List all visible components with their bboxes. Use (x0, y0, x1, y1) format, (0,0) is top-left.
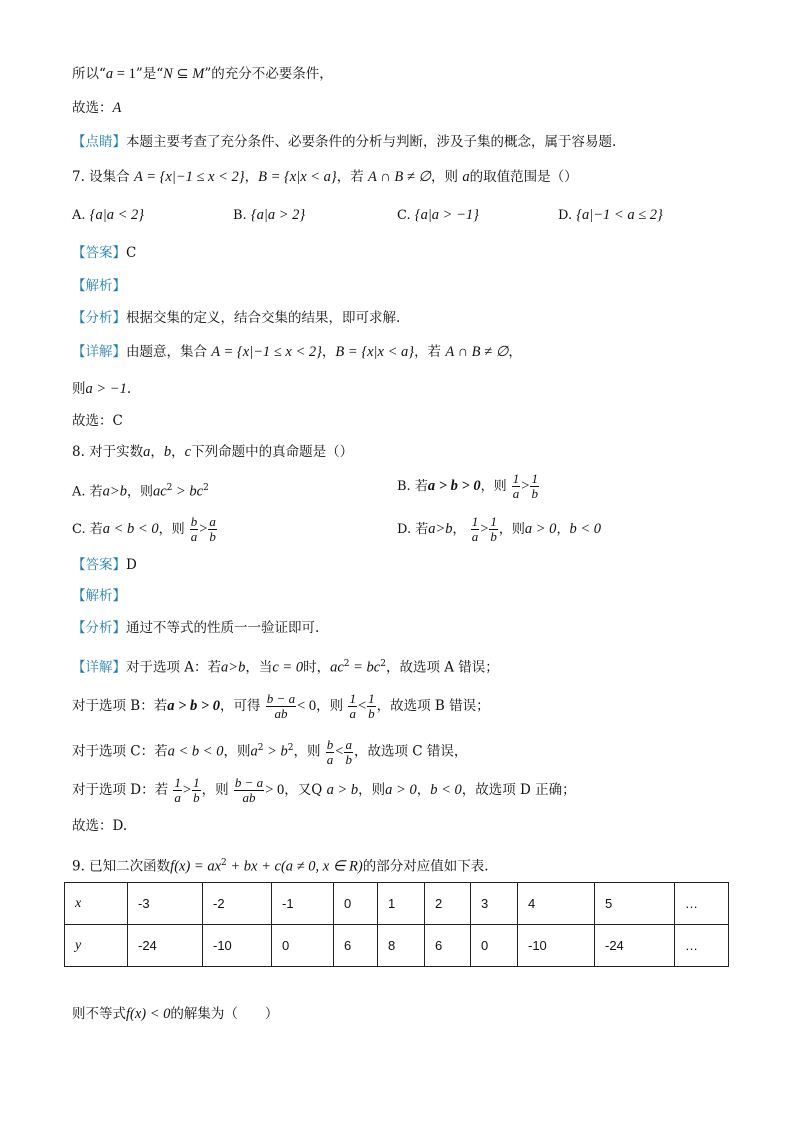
text: ，则 (223, 743, 251, 760)
denominator: b (209, 529, 216, 544)
text: 对于选项 C：若 (72, 743, 168, 760)
table-cell: 0 (272, 925, 334, 967)
superscript: 2 (203, 483, 209, 493)
math: a>b (428, 521, 453, 537)
math: a > 0 (385, 782, 417, 798)
answer-value: D (126, 557, 137, 573)
question-9 (72, 853, 489, 877)
text: 对于选项 A：若 (126, 659, 222, 676)
text: 所以“ (72, 66, 106, 82)
text: ，则 (126, 484, 153, 500)
table-cell: 6 (334, 925, 378, 967)
math: {a|a > −1} (414, 207, 479, 223)
denominator: ab (274, 706, 288, 721)
table-cell: 6 (425, 925, 471, 967)
text: 由题意，集合 (126, 344, 212, 360)
math: > bc (172, 483, 204, 500)
text: 对于选项 D：若 (72, 782, 169, 798)
math: c = 0 (272, 659, 304, 676)
q8-xiangjie-2 (72, 690, 490, 722)
table-row-x (65, 883, 729, 925)
option-label: A. (72, 208, 86, 223)
text-line (72, 64, 333, 84)
math: a < b < 0 (102, 521, 159, 537)
q7-fenxi (72, 308, 400, 328)
math: N (163, 66, 173, 82)
superscript: 2 (221, 858, 227, 868)
math: A ∩ B ≠ ∅ (368, 169, 432, 185)
value-table (64, 882, 729, 967)
math: a (143, 444, 151, 460)
numerator: b − a (234, 775, 264, 790)
math: A (112, 100, 122, 116)
text: ，则 (358, 782, 386, 798)
text: ，若 (414, 344, 446, 360)
q8-option-d: D. 若a>b， $\frac{1}{a}$ > $\frac{1}{b}$ ，则a > 0，b < 0 (397, 514, 601, 544)
table-cell: -2 (203, 883, 272, 925)
fraction (512, 472, 521, 501)
denominator: b (368, 706, 375, 721)
numerator: 1 (512, 471, 520, 486)
numerator: 1 (174, 775, 181, 790)
q8-xiangjie-4 (72, 774, 576, 806)
text: ， (244, 169, 259, 185)
math: < 0 (297, 698, 317, 714)
fraction (173, 776, 182, 805)
math: > 0 (265, 782, 285, 798)
text: . (126, 381, 132, 397)
text: 8. 对于实数 (72, 444, 144, 460)
table-cell: … (675, 925, 729, 967)
numerator: 1 (368, 691, 375, 706)
fraction (234, 776, 264, 805)
fenxi-tag: 【分析】 (72, 620, 126, 636)
text: 时， (303, 659, 331, 676)
text: 的部分对应值如下表. (362, 858, 489, 875)
math: a (105, 66, 114, 82)
table-cell: 5 (595, 883, 675, 925)
table-cell: 8 (378, 925, 425, 967)
fraction (190, 515, 199, 544)
fraction (192, 776, 201, 805)
jiexi-tag: 【解析】 (72, 278, 126, 294)
text-line (72, 379, 131, 399)
q7-xiangjie (72, 342, 522, 362)
q8-option-b: B. 若a > b > 0，则 $\frac{1}{a}$ > $\frac{1}{b}$ (397, 471, 538, 501)
math: a > b (326, 782, 359, 798)
math: c (184, 444, 192, 460)
denominator: b (345, 751, 352, 767)
table-cell: -3 (128, 883, 203, 925)
table-cell: 3 (471, 883, 518, 925)
math: b (163, 444, 172, 460)
text: 故选： (72, 100, 113, 116)
numerator: a (345, 736, 352, 752)
option-label: C. (397, 208, 411, 223)
text: ”是“ (135, 66, 164, 82)
math: b < 0 (569, 521, 601, 537)
math: < (335, 743, 344, 760)
math: B = {x|x < a} (258, 169, 337, 185)
text: 本题主要考查了充分条件、必要条件的分析与判断，涉及子集的概念，属于容易题. (126, 134, 617, 150)
text: ，故选项 C 错误， (353, 743, 468, 760)
table-cell: -10 (518, 925, 595, 967)
math: f(x) < 0 (126, 1006, 171, 1022)
math: {a|−1 < a ≤ 2} (576, 207, 663, 223)
text: ，故选项 B 错误； (376, 698, 490, 714)
text: B. 若 (397, 479, 428, 494)
math: {a|a > 2} (250, 207, 306, 223)
numerator: 1 (349, 691, 356, 706)
math: a (462, 169, 470, 185)
table-cell: 4 (518, 883, 595, 925)
denominator: a (190, 529, 198, 544)
answer-tag: 【答案】 (72, 245, 126, 261)
denominator: a (326, 751, 334, 767)
text: 下列命题中的真命题是（） (191, 444, 354, 460)
text: ， (150, 444, 164, 460)
dianjing-line (72, 132, 616, 152)
text-line (72, 98, 121, 118)
math: A = {x|−1 ≤ x < 2} (133, 169, 245, 185)
math: < (357, 698, 367, 714)
table-cell: 0 (471, 925, 518, 967)
text: 的解集为（ ） (170, 1006, 279, 1022)
math: M (192, 66, 205, 82)
q7-jiexi (72, 276, 126, 296)
denominator: b (193, 790, 200, 805)
jiexi-tag: 【解析】 (72, 588, 126, 604)
denominator: ab (242, 790, 256, 805)
superscript: 2 (166, 483, 173, 493)
text: ，又Q (284, 782, 327, 798)
text: 9. 已知二次函数 (72, 858, 171, 875)
math: + bx + c(a ≠ 0, x ∈ R) (226, 858, 363, 875)
numerator: b − a (266, 691, 296, 706)
text: 的取值范围是（） (469, 169, 578, 185)
xiangjie-tag: 【详解】 (72, 659, 126, 676)
text: ，当 (245, 659, 273, 676)
text: ，则 (316, 698, 344, 714)
text: 7. 设集合 (72, 169, 134, 185)
text: 通过不等式的性质一一验证即可. (126, 620, 320, 636)
numerator: 1 (531, 471, 538, 486)
q8-option-a (72, 478, 209, 502)
math: a > b > 0 (427, 478, 481, 494)
math: a > −1 (85, 381, 127, 397)
superscript: 2 (287, 743, 294, 753)
table-cell: y (65, 925, 128, 967)
denominator: b (531, 486, 538, 501)
text: ，则 (293, 743, 321, 760)
fraction (266, 692, 296, 721)
q7-option-d (558, 205, 663, 226)
superscript: 2 (380, 659, 386, 669)
q7-option-c (397, 205, 479, 226)
math: = 1 (113, 66, 136, 82)
fraction (471, 515, 480, 544)
text: ， (556, 522, 570, 537)
superscript: 2 (257, 743, 264, 753)
option-label: B. (233, 208, 247, 223)
table-cell: -10 (203, 925, 272, 967)
numerator: a (209, 514, 216, 529)
table-row-y (65, 925, 729, 967)
q8-jiexi (72, 586, 126, 606)
numerator: 1 (193, 775, 200, 790)
table-cell: -1 (272, 883, 334, 925)
fenxi-tag: 【分析】 (72, 310, 126, 326)
text: 故选：C (72, 413, 123, 429)
q7-answer (72, 243, 136, 263)
option-label: D. (558, 208, 573, 223)
superscript: 2 (343, 659, 350, 669)
numerator: b (190, 514, 198, 529)
math: > b (263, 743, 288, 760)
text: 根据交集的定义，结合交集的结果，即可求解. (126, 310, 401, 326)
text: ， (452, 522, 466, 537)
answer-value: C (126, 245, 137, 261)
denominator: a (512, 486, 520, 501)
math: a > 0 (524, 521, 557, 537)
fraction (208, 515, 217, 544)
text: ，若 (336, 169, 369, 185)
text: ， (416, 782, 431, 798)
text: 故选：D. (72, 818, 128, 834)
fraction (326, 738, 335, 767)
table-cell: … (675, 883, 729, 925)
text: ， (508, 344, 522, 360)
q7-option-b (233, 205, 305, 226)
math: a>b (102, 483, 127, 500)
denominator: a (174, 790, 181, 805)
q8-answer (72, 555, 137, 575)
q9-question (72, 1004, 278, 1024)
denominator: b (490, 529, 497, 544)
text: ，则 (201, 782, 229, 798)
q7-option-a (72, 205, 144, 226)
math: B = {x|x < a} (335, 344, 415, 360)
text: 则不等式 (72, 1006, 126, 1022)
text: 则 (72, 381, 86, 397)
math: > (182, 782, 192, 798)
text: ，故选项 A 错误； (385, 659, 499, 676)
q8-xiangjie-3 (72, 732, 467, 768)
table-cell: 2 (425, 883, 471, 925)
math: b < 0 (430, 782, 462, 798)
denominator: a (471, 529, 479, 544)
math: a > b > 0 (167, 698, 220, 714)
math: ac (330, 659, 344, 676)
fraction (530, 472, 539, 501)
text: ， (171, 444, 185, 460)
question-7 (72, 167, 578, 187)
math: {a|a < 2} (89, 207, 145, 223)
answer-tag: 【答案】 (72, 557, 126, 573)
text: ，故选项 D 正确； (461, 782, 576, 798)
text: D. 若 (397, 522, 429, 537)
numerator: 1 (471, 514, 479, 529)
table-cell: -24 (128, 925, 203, 967)
math: f(x) = ax (170, 858, 222, 875)
q7-select (72, 411, 123, 431)
text: 对于选项 B：若 (72, 698, 168, 714)
fraction (367, 692, 376, 721)
table-cell: x (65, 883, 128, 925)
text: ，则 (431, 169, 463, 185)
numerator: 1 (490, 514, 497, 529)
q8-select (72, 816, 127, 836)
q8-fenxi (72, 618, 319, 638)
dianjing-tag: 【点睛】 (72, 134, 126, 150)
math: a (250, 743, 258, 760)
q8-xiangjie-1 (72, 654, 499, 678)
question-8 (72, 442, 353, 462)
math: = bc (349, 659, 381, 676)
math: A = {x|−1 ≤ x < 2} (211, 344, 322, 360)
text: ，则 (158, 522, 185, 537)
text: ， (321, 344, 336, 360)
fraction (344, 738, 353, 767)
numerator: b (326, 736, 334, 752)
q8-option-c: C. 若a < b < 0，则 $\frac{b}{a}$ > $\frac{a}{b}$ (72, 514, 216, 544)
math: ⊆ (172, 66, 193, 82)
text: ，则 (480, 479, 507, 494)
table-cell: -24 (595, 925, 675, 967)
fraction (348, 692, 357, 721)
table-cell: 0 (334, 883, 378, 925)
text: C. 若 (72, 522, 103, 537)
fraction (489, 515, 498, 544)
table-cell: 1 (378, 883, 425, 925)
math: ac (152, 483, 167, 500)
math: a>b (221, 659, 246, 676)
text: A. 若 (72, 484, 103, 500)
xiangjie-tag: 【详解】 (72, 344, 126, 360)
text: ，则 (498, 522, 525, 537)
denominator: a (349, 706, 356, 721)
math: a < b < 0 (167, 743, 224, 760)
text: ，可得 (220, 698, 261, 714)
math: A ∩ B ≠ ∅ (445, 344, 509, 360)
text: ”的充分不必要条件， (204, 66, 333, 82)
